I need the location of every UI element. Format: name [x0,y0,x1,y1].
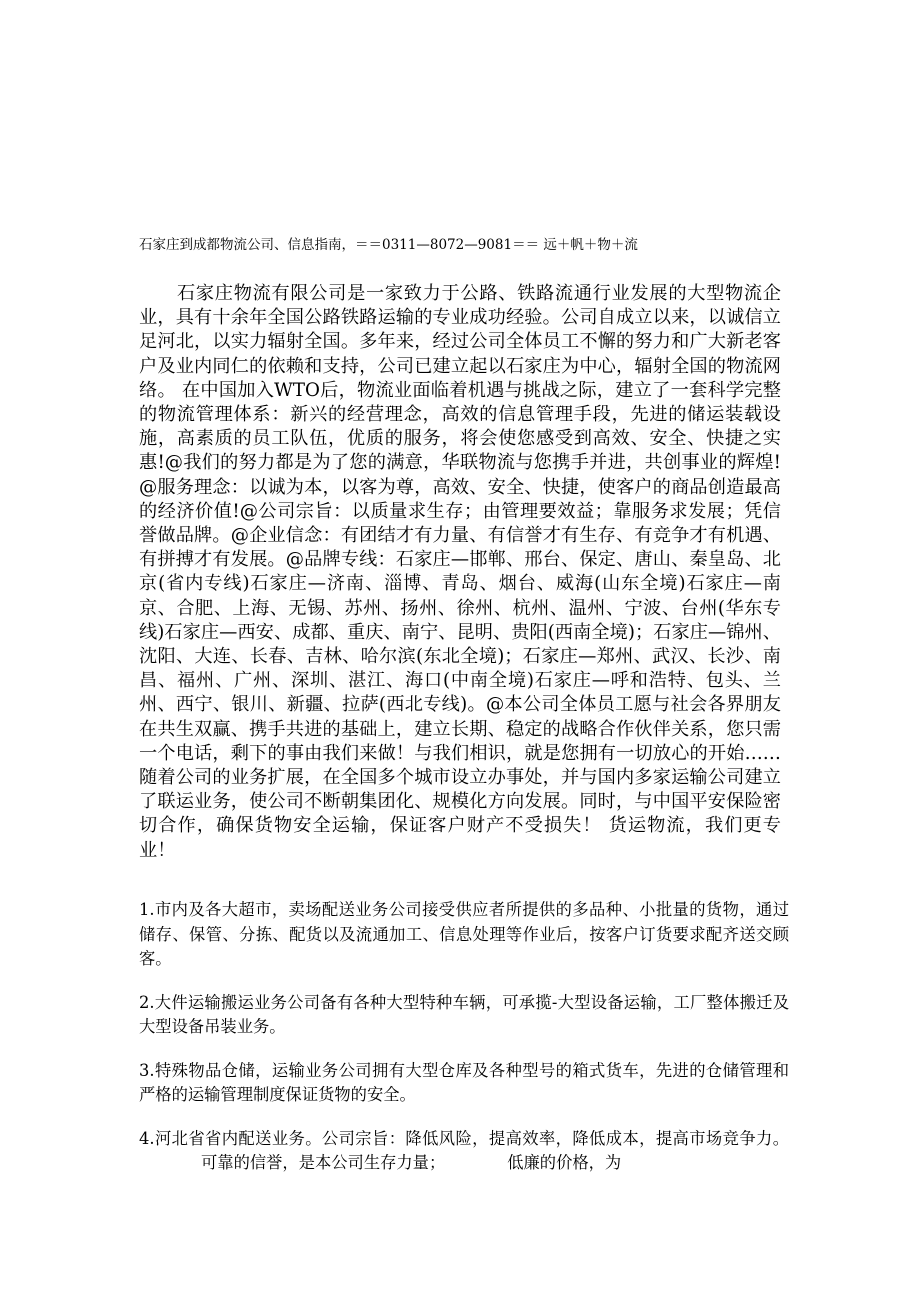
service-item-3: 3.特殊物品仓储，运输业务公司拥有大型仓库及各种型号的箱式货车，先进的仓储管理和严格的运输管理制度保证货物的安全。 [139,1060,789,1104]
service-item-1: 1.市内及各大超市，卖场配送业务公司接受供应者所提供的多品种、小批量的货物，通过储存、保管、分拣、配货以及流通加工、信息处理等作业后，按客户订货要求配齐送交顾客。 [139,900,789,968]
service-item-4-part1: 4.河北省省内配送业务。公司宗旨：降低风险，提高效率，降低成本，提高市场竞争力。 [139,1128,789,1148]
intro-paragraph: 石家庄物流有限公司是一家致力于公路、铁路流通行业发展的大型物流企业，具有十余年全国公路铁路运输的专业成功经验。公司自成立以来，以诚信立足河北，以实力辐射全国。多年来，经过公司全体员工不懈的努力和广大新老客户及业内同仁的依赖和支持，公司已建立起以石家庄为中心，辐射全国的物流网络。 在中国加入WTO后，物流业面临着机遇与挑战之际，建立了一套科学完整的物流管理体系：新兴的经营理念，高效的信息管理手段，先进的储运装载设施，高素质的员工队伍，优质的服务，将会使您感受到高效、安全、快捷之实惠!@我们的努力都是为了您的满意，华联物流与您携手并进，共创事业的辉煌!@服务理念：以诚为本，以客为尊，高效、安全、快捷，使客户的商品创造最高的经济价值!@公司宗旨：以质量求生存；由管理要效益；靠服务求发展；凭信誉做品牌。@企业信念：有团结才有力量、有信誉才有生存、有竞争才有机遇、有拼搏才有发展。@品牌专线：石家庄—邯郸、邢台、保定、唐山、秦皇岛、北京(省内专线)石家庄—济南、淄博、青岛、烟台、威海(山东全境)石家庄—南京、合肥、上海、无锡、苏州、扬州、徐州、杭州、温州、宁波、台州(华东专线)石家庄—西安、成都、重庆、南宁、昆明、贵阳(西南全境)；石家庄—锦州、沈阳、大连、长春、吉林、哈尔滨(东北全境)；石家庄—郑州、武汉、长沙、南昌、福州、广州、深圳、湛江、海口(中南全境)石家庄—呼和浩特、包头、兰州、西宁、银川、新疆、拉萨(西北专线)。@本公司全体员工愿与社会各界朋友在共生双赢、携手共进的基础上，建立长期、稳定的战略合作伙伴关系，您只需一个电话，剩下的事由我们来做！与我们相识，就是您拥有一切放心的开始…… 随着公司的业务扩展，在全国多个城市设立办事处，并与国内多家运输公司建立了联运业务，使公司不断朝集团化、规模化方向发展。同时，与中国平安保险密切合作，确保货物安全运输，保证客户财产不受损失！ 货运物流，我们更专业！ [139,283,781,861]
service-item-4-part2: 可靠的信誉，是本公司生存力量； [201,1153,446,1172]
service-item-4 [139,1127,789,1176]
services-list [139,898,789,1195]
service-item-2: 2.大件运输搬运业务公司备有各种大型特种车辆，可承揽-大型设备运输，工厂整体搬迁及大型设备吊装业务。 [139,992,789,1036]
document-heading: 石家庄到成都物流公司、信息指南，＝＝0311—8072—9081＝＝ 远＋帆＋物＋流 [139,237,638,253]
service-item-4-part3: 低廉的价格，为 [507,1153,622,1172]
